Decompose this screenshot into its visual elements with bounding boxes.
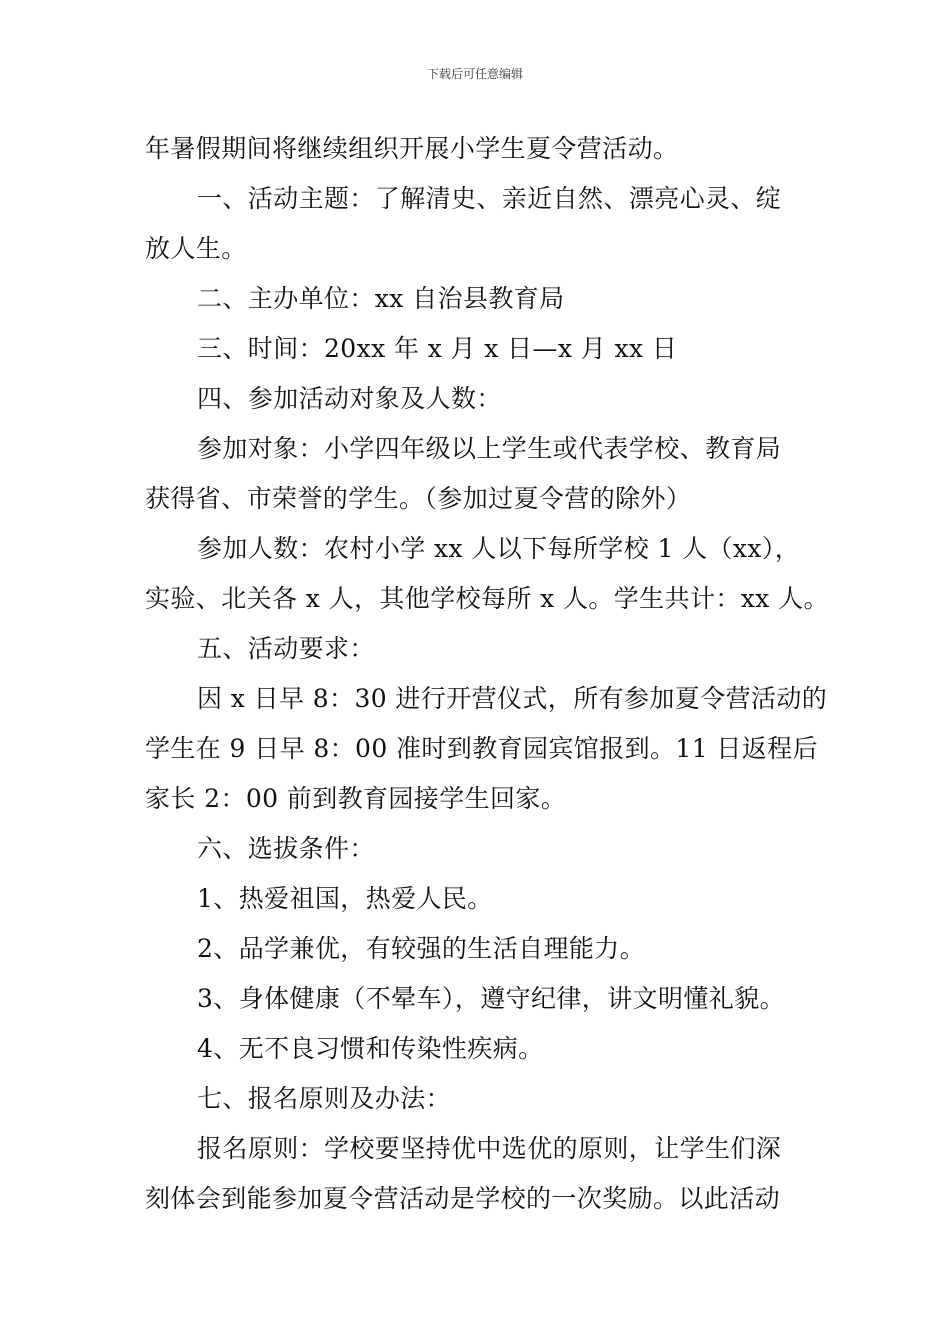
- text-line: 实验、北关各 x 人，其他学校每所 x 人。学生共计：xx 人。: [145, 584, 829, 613]
- text-line: 参加人数：农村小学 xx 人以下每所学校 1 人（xx），: [197, 534, 801, 563]
- document-body: [145, 124, 829, 1224]
- text-line: 六、选拔条件：: [197, 834, 375, 863]
- text-line: 七、报名原则及办法：: [197, 1084, 452, 1113]
- text-line: 三、时间：20xx 年 x 月 x 日—x 月 xx 日: [197, 334, 678, 363]
- text-line: 年暑假期间将继续组织开展小学生夏令营活动。: [145, 134, 679, 163]
- text-line: 一、活动主题：了解清史、亲近自然、漂亮心灵、绽: [197, 184, 782, 213]
- text-line: 五、活动要求：: [197, 634, 375, 663]
- text-line: 参加对象：小学四年级以上学生或代表学校、教育局: [197, 434, 782, 463]
- text-line: 获得省、市荣誉的学生。（参加过夏令营的除外）: [145, 484, 692, 513]
- text-line: 报名原则：学校要坚持优中选优的原则，让学生们深: [197, 1134, 782, 1163]
- text-line: 因 x 日早 8：30 进行开营仪式，所有参加夏令营活动的: [197, 684, 828, 713]
- text-line: 2、品学兼优，有较强的生活自理能力。: [197, 934, 646, 963]
- text-line: 4、无不良习惯和传染性疾病。: [197, 1034, 544, 1063]
- text-line: 家长 2：00 前到教育园接学生回家。: [145, 784, 567, 813]
- text-line: 四、参加活动对象及人数：: [197, 384, 502, 413]
- text-line: 二、主办单位：xx 自治县教育局: [197, 284, 565, 313]
- text-line: 放人生。: [145, 234, 247, 263]
- text-line: 学生在 9 日早 8：00 准时到教育园宾馆报到。11 日返程后: [145, 734, 818, 763]
- page-header: 下载后可任意编辑: [426, 67, 523, 81]
- text-line: 刻体会到能参加夏令营活动是学校的一次奖励。以此活动: [145, 1184, 781, 1213]
- text-line: 3、身体健康（不晕车），遵守纪律，讲文明懂礼貌。: [197, 984, 786, 1013]
- text-line: 1、热爱祖国，热爱人民。: [197, 884, 493, 913]
